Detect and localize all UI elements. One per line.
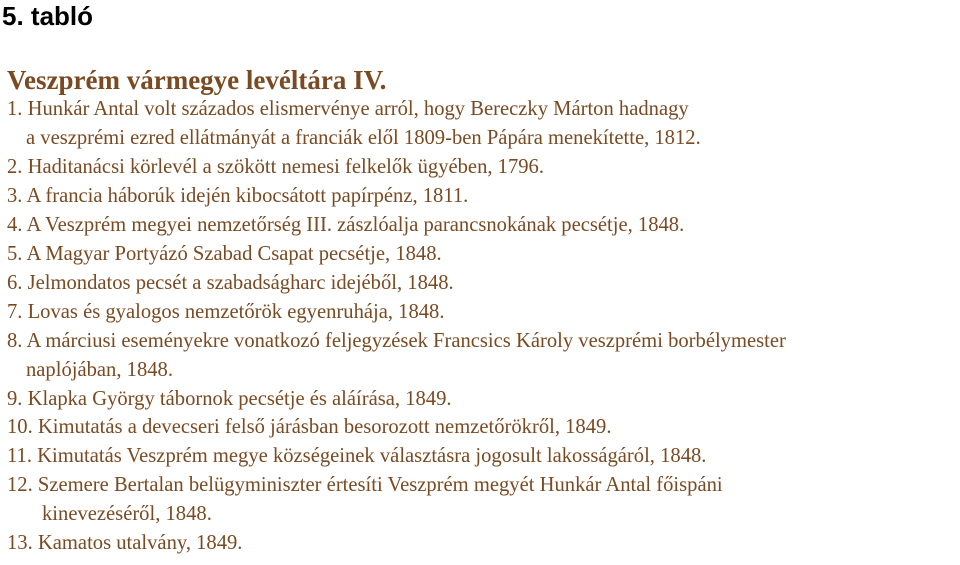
item-text-continuation: naplójában, 1848. (26, 358, 173, 381)
item-number: 13. (7, 532, 33, 555)
list-item (7, 240, 786, 269)
item-number: 8. (7, 329, 23, 352)
item-text: Haditanácsi körlevél a szökött nemesi felkelők ügyében, 1796. (22, 155, 545, 178)
item-text: A francia háborúk idején kibocsátott papírpénz, 1811. (22, 184, 469, 207)
item-number: 6. (7, 271, 23, 294)
item-text: Lovas és gyalogos nemzetőrök egyenruhája, 1848. (22, 300, 445, 323)
item-text: A márciusi eseményekre vonatkozó feljegyzések Francsics Károly veszprémi borbélymester (22, 329, 786, 352)
list-item (7, 442, 786, 471)
item-number: 4. (7, 213, 23, 236)
section-title: Veszprém vármegye levéltára IV. (7, 65, 387, 95)
list-item (7, 153, 786, 182)
item-number: 10. (7, 416, 33, 439)
item-text-continuation: a veszprémi ezred ellátmányát a franciák elől 1809-ben Pápára menekítette, 1812. (26, 126, 701, 149)
list-item (7, 298, 786, 327)
item-number: 12. (7, 474, 33, 497)
list-item (7, 182, 786, 211)
item-text: A Magyar Portyázó Szabad Csapat pecsétje, 1848. (22, 242, 442, 265)
list-item (7, 529, 786, 558)
list-item (7, 211, 786, 240)
list-item (7, 471, 786, 529)
item-text: Klapka György tábornok pecsétje és aláírása, 1849. (22, 387, 452, 410)
item-text: A Veszprém megyei nemzetőrség III. zászlóalja parancsnokának pecsétje, 1848. (22, 213, 685, 236)
list-item (7, 385, 786, 414)
item-text: Kimutatás a devecseri felső járásban besorozott nemzetőrökről, 1849. (32, 416, 612, 439)
exhibit-list (7, 95, 786, 558)
item-text: Hunkár Antal volt százados elismervénye arról, hogy Bereczky Márton hadnagy (22, 98, 689, 120)
item-text: Kimutatás Veszprém megye községeinek választásra jogosult lakosságáról, 1848. (31, 445, 707, 468)
item-number: 7. (7, 300, 23, 323)
item-number: 2. (7, 155, 23, 178)
item-text: Jelmondatos pecsét a szabadságharc idejéből, 1848. (22, 271, 454, 294)
list-item (7, 327, 786, 385)
list-item (7, 95, 786, 153)
item-number: 3. (7, 184, 23, 207)
item-number: 5. (7, 242, 23, 265)
item-number: 1. (7, 98, 23, 120)
list-item (7, 269, 786, 298)
item-text-continuation: kinevezéséről, 1848. (42, 503, 212, 526)
page-title: 5. tabló (2, 1, 94, 31)
item-text: Szemere Bertalan belügyminiszter értesíti Veszprém megyét Hunkár Antal főispáni (32, 474, 723, 497)
item-number: 11. (7, 445, 32, 468)
item-number: 9. (7, 387, 23, 410)
list-item (7, 413, 786, 442)
item-text: Kamatos utalvány, 1849. (32, 532, 243, 555)
